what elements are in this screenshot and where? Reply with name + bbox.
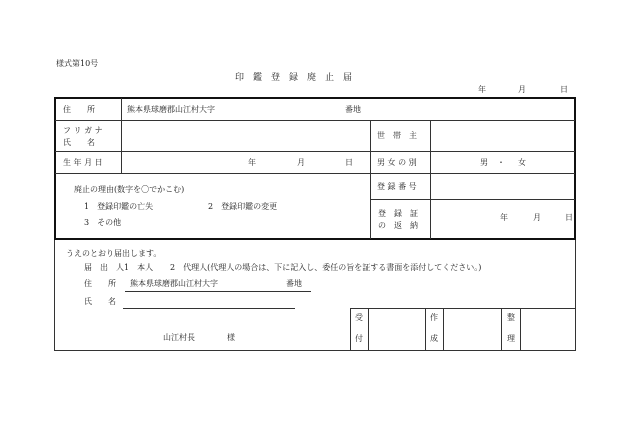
return-label-line2: の 返 納 (378, 221, 418, 230)
stamp-divider (425, 308, 426, 350)
address-label: 住 所 (63, 105, 95, 114)
birth-year: 年 (248, 158, 256, 167)
stamp-field-receipt[interactable] (370, 310, 423, 348)
notifier-option-self[interactable]: 1 本人 (124, 263, 154, 272)
bottom-frame-bottom (54, 350, 576, 351)
furigana-label: フ リ ガ ナ (63, 126, 103, 135)
reg-number-field[interactable] (434, 176, 572, 196)
bottom-frame-left (54, 240, 55, 350)
stamp-divider (443, 308, 444, 350)
stamp-label-filed-2: 理 (507, 334, 515, 343)
intro-text: うえのとおり届出します。 (66, 249, 162, 258)
return-label-line1: 登 録 証 (378, 209, 418, 218)
gender-female[interactable]: 女 (518, 158, 526, 167)
agent-address-underline (125, 291, 311, 292)
address-field[interactable]: 熊本県球磨郡山江村大字 (127, 105, 215, 114)
date-month: 月 (518, 85, 526, 94)
applicant-table (54, 97, 576, 240)
stamp-label-receipt-1: 受 (355, 313, 363, 322)
stamp-label-created-1: 作 (430, 313, 438, 322)
stamp-field-filed[interactable] (522, 310, 573, 348)
name-field[interactable] (125, 124, 365, 148)
stamp-divider (501, 308, 502, 350)
date-year: 年 (478, 85, 486, 94)
return-day: 日 (565, 213, 573, 222)
notifier-option-agent[interactable]: 2 代理人(代理人の場合は、下に記入し、委任の旨を証する書面を添付してください。) (170, 263, 482, 272)
stamp-divider (350, 308, 351, 350)
form-number: 様式第10号 (56, 59, 99, 68)
stamp-box-top (350, 308, 575, 309)
addressee: 山江村長 様 (163, 333, 235, 342)
stamp-divider (520, 308, 521, 350)
name-label: 氏 名 (63, 138, 95, 147)
row-divider (55, 151, 575, 152)
birth-label: 生 年 月 日 (63, 158, 103, 167)
return-month: 月 (533, 213, 541, 222)
bottom-frame-right (575, 240, 576, 350)
reg-number-label: 登 録 番 号 (377, 182, 417, 191)
reason-heading: 廃止の理由(数字を〇でかこむ) (74, 185, 185, 194)
address-suffix: 番地 (345, 105, 361, 114)
agent-address-field[interactable]: 熊本県球磨郡山江村大字 (130, 279, 218, 288)
row-divider (55, 173, 575, 174)
reason-option-1[interactable]: 1 登録印鑑の亡失 (84, 202, 154, 211)
birth-day: 日 (345, 158, 353, 167)
birth-month: 月 (297, 158, 305, 167)
gender-male[interactable]: 男 (480, 158, 488, 167)
stamp-field-created[interactable] (445, 310, 499, 348)
agent-address-label: 住 所 (84, 279, 116, 288)
form-title: 印 鑑 登 録 廃 止 届 (235, 73, 353, 83)
householder-field[interactable] (434, 124, 572, 148)
stamp-label-created-2: 成 (430, 334, 438, 343)
return-year: 年 (500, 213, 508, 222)
agent-address-suffix: 番地 (286, 279, 302, 288)
householder-label: 世 帯 主 (377, 131, 417, 140)
stamp-divider (368, 308, 369, 350)
agent-name-field[interactable] (125, 296, 295, 308)
agent-name-label: 氏 名 (84, 297, 116, 306)
reason-option-2[interactable]: 2 登録印鑑の変更 (208, 202, 278, 211)
gender-label: 男 女 の 別 (377, 158, 417, 167)
col-divider (370, 121, 371, 239)
row-divider (55, 120, 575, 121)
row-divider (370, 199, 575, 200)
gender-separator: ・ (497, 158, 505, 167)
reason-option-3[interactable]: 3 その他 (84, 218, 122, 227)
stamp-label-filed-1: 整 (507, 313, 515, 322)
notifier-label: 届 出 人 (84, 263, 124, 272)
stamp-label-receipt-2: 付 (355, 334, 363, 343)
agent-name-underline (123, 308, 295, 309)
date-day: 日 (560, 85, 568, 94)
col-divider (430, 121, 431, 239)
col-divider (121, 98, 122, 173)
